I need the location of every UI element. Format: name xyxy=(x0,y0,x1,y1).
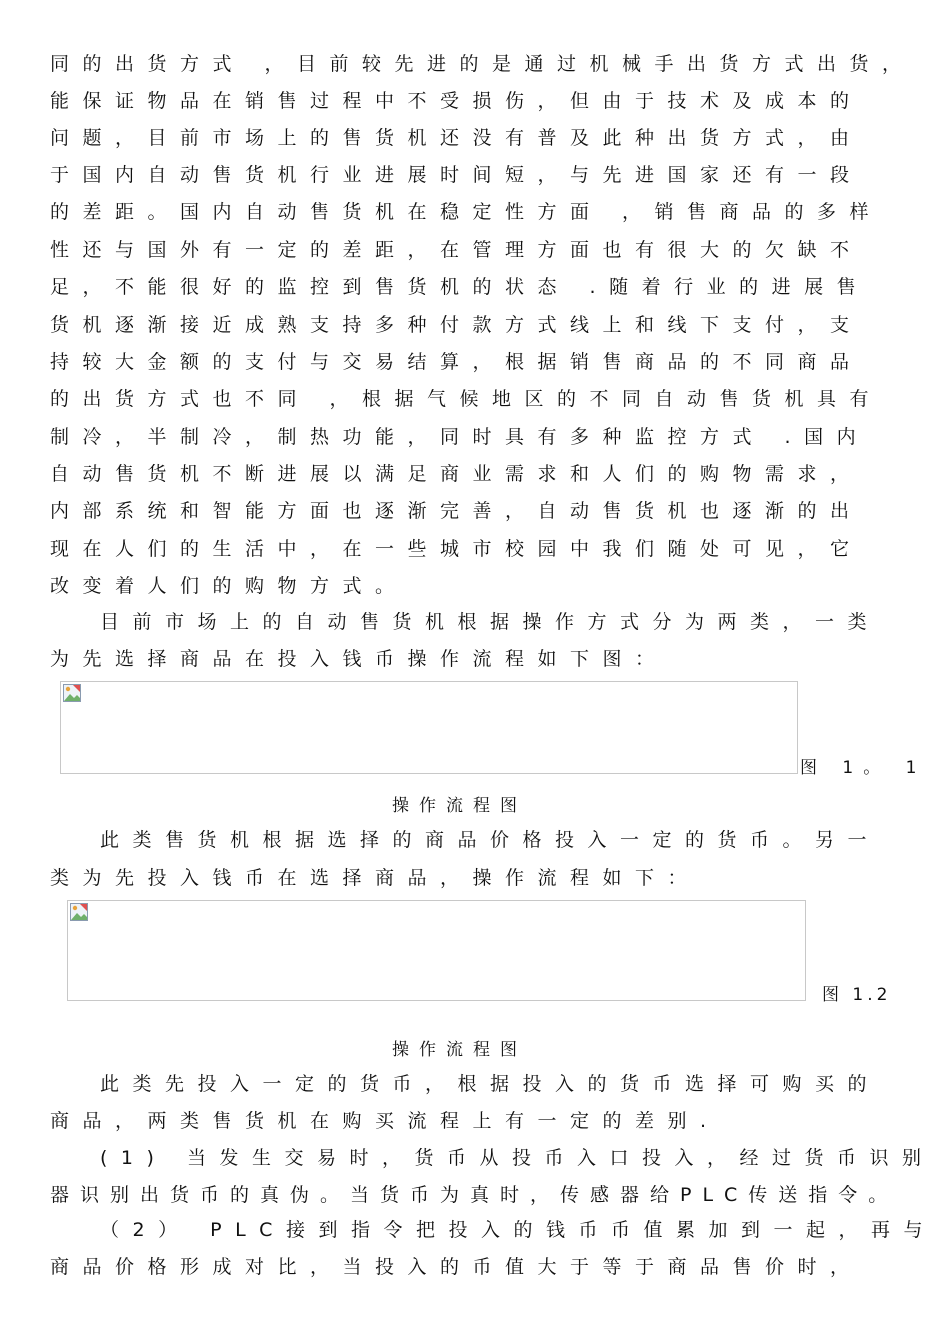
broken-image-icon xyxy=(70,903,88,921)
text-line: 货机逐渐接近成熟支持多种付款方式线上和线下支付，支 xyxy=(50,314,863,336)
text-line: 为先选择商品在投入钱币操作流程如下图： xyxy=(50,648,668,670)
text-line: 的出货方式也不同 ，根据气候地区的不同自动售货机具有 xyxy=(50,388,883,410)
text-line: 制冷，半制冷，制热功能，同时具有多种监控方式 .国内 xyxy=(50,426,870,448)
text-line: 此类先投入一定的货币，根据投入的货币选择可购买的 xyxy=(100,1073,881,1095)
text-line: 持较大金额的支付与交易结算，根据销售商品的不同商品 xyxy=(50,351,863,373)
text-line: 商品价格形成对比，当投入的币值大于等于商品售价时， xyxy=(50,1256,863,1278)
text-line: 性还与国外有一定的差距，在管理方面也有很大的欠缺不 xyxy=(50,239,863,261)
text-line: 类为先投入钱币在选择商品，操作流程如下： xyxy=(50,867,701,889)
figure-1-number: 图 1。 1 xyxy=(800,758,927,778)
text-line: 自动售货机不断进展以满足商业需求和人们的购物需求， xyxy=(50,463,863,485)
text-line: 此类售货机根据选择的商品价格投入一定的货币。另一 xyxy=(100,829,881,851)
broken-image-icon xyxy=(63,684,81,702)
text-line: 问题，目前市场上的售货机还没有普及此种出货方式，由 xyxy=(50,127,863,149)
text-line: 目前市场上的自动售货机根据操作方式分为两类，一类 xyxy=(100,611,881,633)
figure-2-image xyxy=(67,900,806,1001)
figure-2-title: 操作流程图 xyxy=(392,1040,527,1060)
figure-1-image xyxy=(60,681,798,774)
text-line: 于国内自动售货机行业进展时间短，与先进国家还有一段 xyxy=(50,164,863,186)
text-line: 内部系统和智能方面也逐渐完善，自动售货机也逐渐的出 xyxy=(50,500,863,522)
text-line: 能保证物品在销售过程中不受损伤，但由于技术及成本的 xyxy=(50,90,863,112)
text-line: 足，不能很好的监控到售货机的状态 .随着行业的进展售 xyxy=(50,276,870,298)
figure-2-number: 图 1.2 xyxy=(822,985,892,1005)
text-line: 商品，两类售货机在购买流程上有一定的差别. xyxy=(50,1110,720,1132)
text-line: 的差距。国内自动售货机在稳定性方面 ，销售商品的多样 xyxy=(50,201,883,223)
figure-1-title: 操作流程图 xyxy=(392,796,527,816)
text-line: 同的出货方式 ，目前较先进的是通过机械手出货方式出货， xyxy=(50,53,915,75)
text-line: 改变着人们的购物方式。 xyxy=(50,575,408,597)
text-line: (1) 当发生交易时，货币从投币入口投入，经过货币识别 xyxy=(100,1147,935,1169)
text-line: 现在人们的生活中，在一些城市校园中我们随处可见，它 xyxy=(50,538,863,560)
text-line: 器识别出货币的真伪。当货币为真时，传感器给PLC传送指令。 xyxy=(50,1184,899,1206)
text-line: （2） PLC接到指令把投入的钱币币值累加到一起，再与 xyxy=(100,1219,936,1241)
